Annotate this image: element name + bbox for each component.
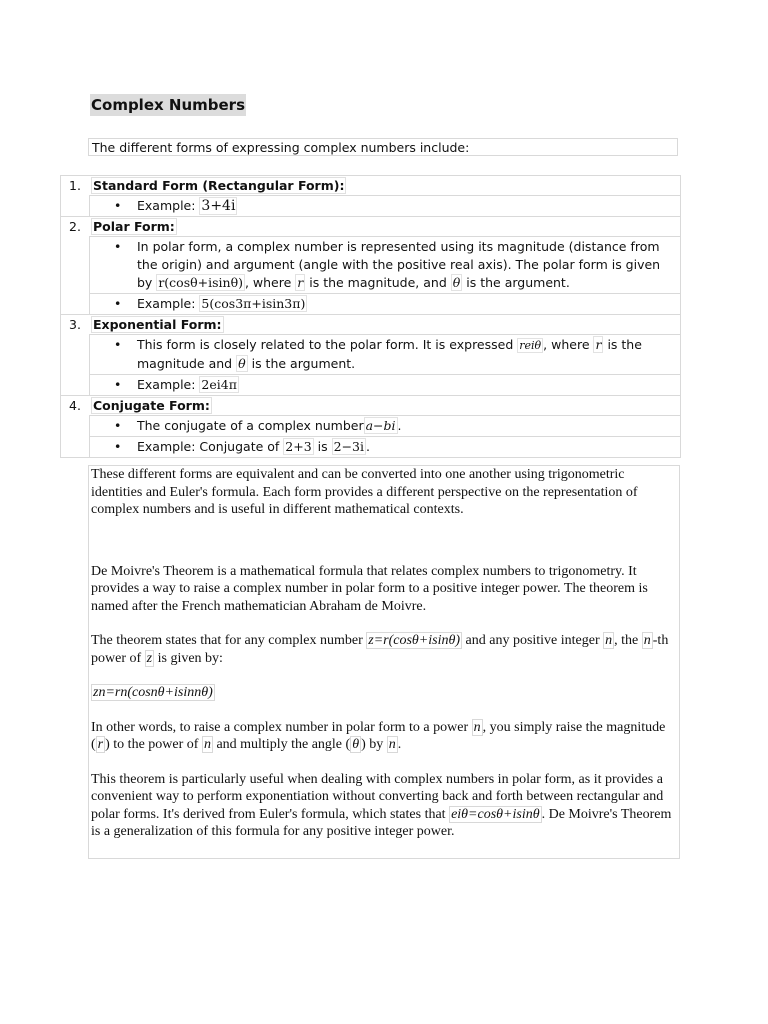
paragraph: The theorem states that for any complex number z=r(cosθ+isinθ) and any positive integer n , the n -th power of z is given by: bbox=[91, 633, 669, 666]
bullet: • This form is closely related to the polar form. It is expressed reiθ , where r is the magnitude and θ is the argument. bbox=[89, 334, 680, 374]
paragraph: These different forms are equivalent and can be converted into one another using trigonometric identities and Euler's formula. Each form provides a different perspective on the representation of complex numbers and is useful in different mathematical contexts. bbox=[91, 467, 638, 517]
math: 2ei4π bbox=[201, 377, 237, 392]
item-heading: Exponential Form: bbox=[93, 317, 222, 332]
page-title: Complex Numbers bbox=[91, 96, 245, 114]
formula: zn=rn(cosnθ+isinnθ) bbox=[93, 685, 213, 700]
forms-list bbox=[60, 175, 681, 458]
paragraph: This theorem is particularly useful when dealing with complex numbers in polar form, as it provides a convenient way to perform exponentiation without converting back and forth between rectangular and polar forms. It's derived from Euler's formula, which states that eiθ=cosθ+isinθ . De Moivre's Theorem is a generalization of this formula for any positive integer power. bbox=[91, 771, 672, 839]
math: a−bi bbox=[365, 418, 396, 433]
bullet: • The conjugate of a complex number a−bi . bbox=[89, 415, 680, 436]
math: r bbox=[297, 275, 304, 290]
math: 5(cos3π+isin3π) bbox=[201, 296, 306, 311]
list-item bbox=[60, 395, 681, 458]
list-item bbox=[60, 216, 681, 314]
math: r bbox=[595, 337, 602, 352]
theorem-text bbox=[88, 465, 680, 859]
math: r(cosθ+isinθ) bbox=[158, 275, 243, 290]
paragraph: De Moivre's Theorem is a mathematical formula that relates complex numbers to trigonometry. It provides a way to raise a complex number in polar form to a positive integer power. The theorem is named after the French mathematician Abraham de Moivre. bbox=[91, 563, 648, 614]
item-heading: Polar Form: bbox=[93, 219, 175, 234]
bullet: • In polar form, a complex number is represented using its magnitude (distance from the origin) and argument (angle with the positive real axis). The polar form is given by r(cosθ+isinθ) , where r is the magnitude, and θ is the argument. bbox=[89, 236, 680, 293]
item-heading: Standard Form (Rectangular Form): bbox=[93, 178, 345, 193]
paragraph: In other words, to raise a complex number in polar form to a power n , you simply raise the magnitude ( r ) to the power of n and multiply the angle ( θ ) by n . bbox=[91, 719, 666, 752]
item-number: 4. bbox=[69, 398, 81, 413]
math: 2−3i bbox=[333, 439, 365, 454]
list-item bbox=[60, 314, 681, 395]
math: reiθ bbox=[519, 339, 542, 352]
bullet: • Example: 5(cos3π+isin3π) bbox=[89, 293, 680, 314]
item-number: 2. bbox=[69, 219, 81, 234]
bullet: • Example: Conjugate of 2+3 is 2−3i . bbox=[89, 436, 680, 457]
item-number: 1. bbox=[69, 178, 81, 193]
math: θ bbox=[452, 275, 461, 290]
bullet: • Example: 3+4i bbox=[89, 195, 680, 216]
math: 3+4i bbox=[201, 198, 236, 214]
list-item bbox=[60, 175, 681, 216]
item-heading: Conjugate Form: bbox=[93, 398, 210, 413]
math: θ bbox=[238, 356, 246, 371]
bullet: • Example: 2ei4π bbox=[89, 374, 680, 395]
item-number: 3. bbox=[69, 317, 81, 332]
math: 2+3 bbox=[285, 439, 312, 454]
intro-text: The different forms of expressing complex numbers include: bbox=[88, 138, 678, 156]
